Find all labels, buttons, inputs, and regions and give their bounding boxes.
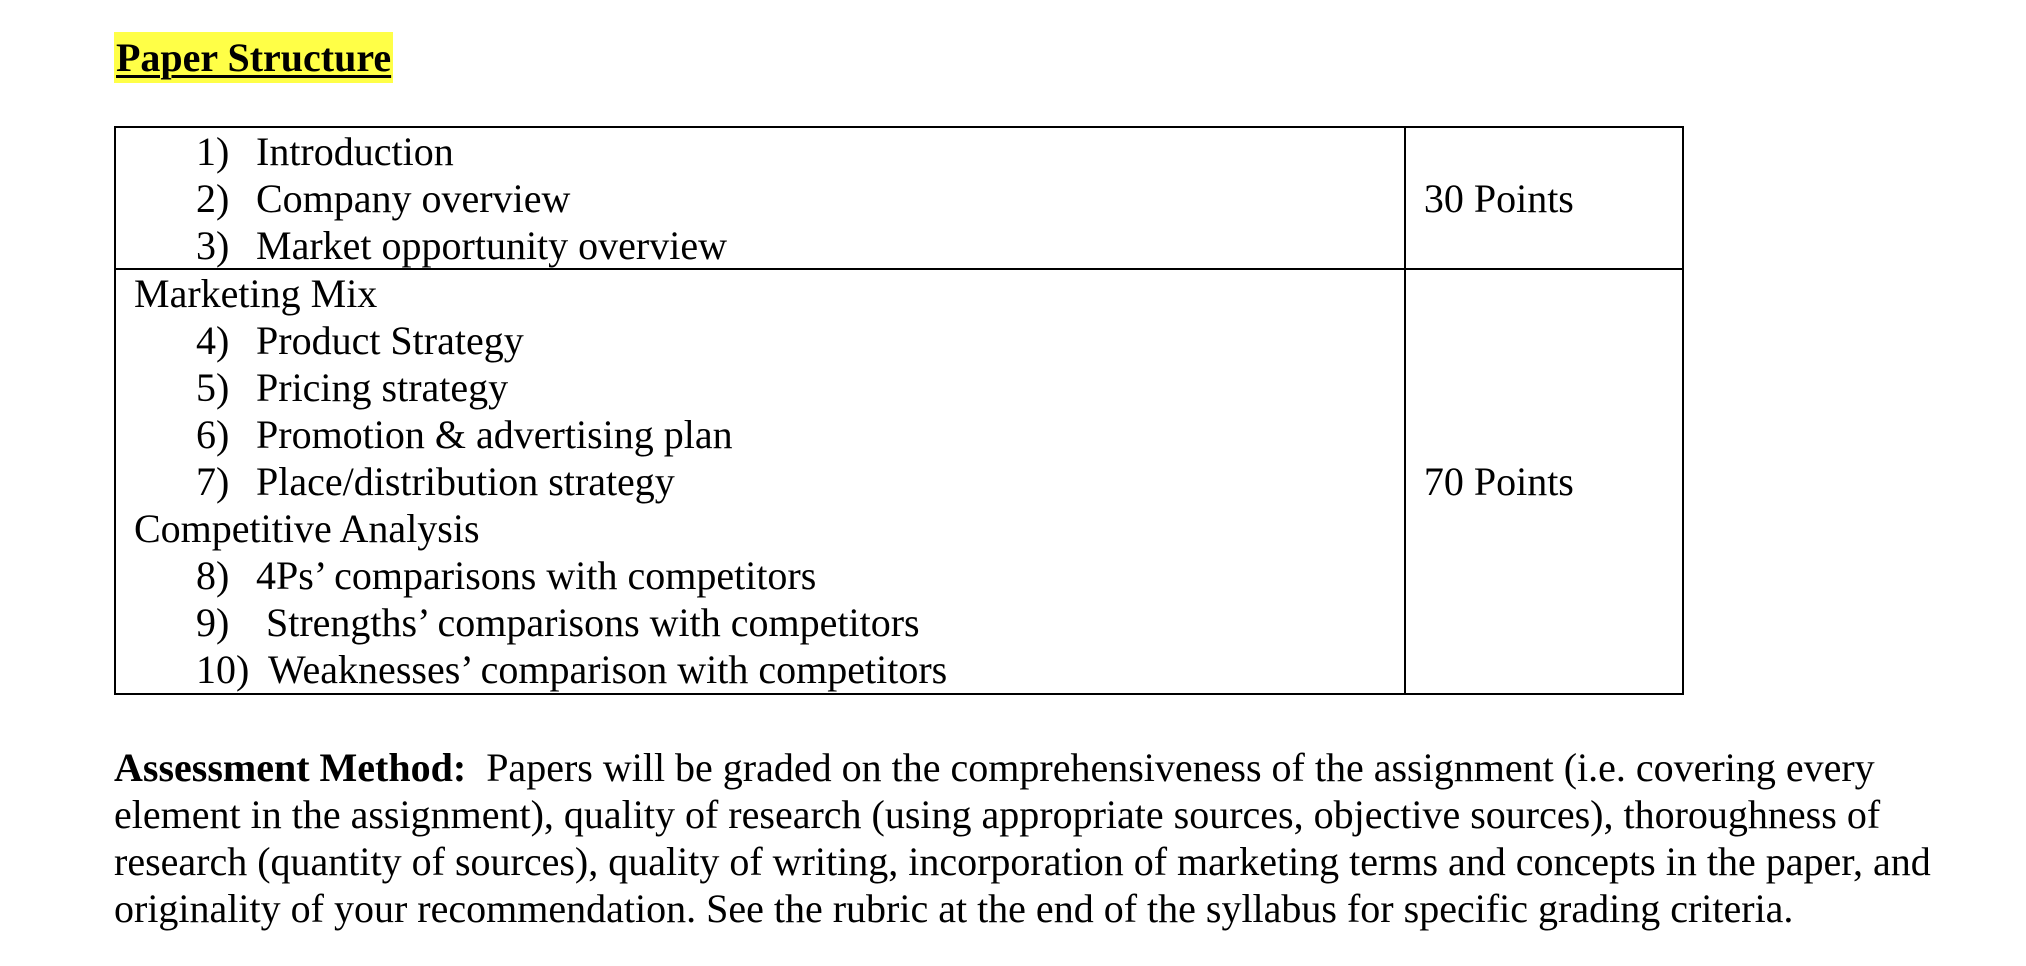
list-item bbox=[116, 411, 1404, 458]
item-text: 4Ps’ comparisons with competitors bbox=[256, 553, 817, 598]
section-heading: Paper Structure bbox=[114, 32, 393, 83]
item-number: 3) bbox=[196, 222, 230, 268]
item-number: 4) bbox=[196, 318, 230, 363]
item-text: Promotion & advertising plan bbox=[256, 412, 733, 457]
item-text: Pricing strategy bbox=[256, 365, 509, 410]
paper-structure-table bbox=[114, 126, 1684, 695]
item-number: 5) bbox=[196, 365, 230, 410]
points-cell: 30 Points bbox=[1405, 127, 1683, 269]
item-text: Place/distribution strategy bbox=[256, 459, 675, 504]
items-cell bbox=[115, 127, 1405, 269]
item-text: Market opportunity overview bbox=[256, 222, 727, 268]
item-text: Product Strategy bbox=[256, 318, 524, 363]
table-row bbox=[115, 269, 1683, 694]
item-number: 7) bbox=[196, 459, 230, 504]
item-number: 2) bbox=[196, 175, 230, 221]
list-item bbox=[116, 552, 1404, 599]
assessment-text: Papers will be graded on the comprehensiveness of the assignment (i.e. covering every element in the assignment), quality of research (using appropriate sources, objective sources), thoroughness of research (quantity of sources), quality of writing, incorporation of marketing terms and concepts in the paper, and originality of your recommendation. See the rubric at the end of the syllabus for specific grading criteria. bbox=[114, 745, 1931, 931]
assessment-paragraph bbox=[114, 744, 1964, 932]
item-text: Weaknesses’ comparison with competitors bbox=[268, 647, 948, 692]
item-number: 6) bbox=[196, 412, 230, 457]
item-text: Introduction bbox=[256, 128, 454, 174]
item-number: 10) bbox=[196, 647, 250, 692]
item-text: Strengths’ comparisons with competitors bbox=[256, 600, 920, 645]
list-item bbox=[116, 458, 1404, 505]
points-cell: 70 Points bbox=[1405, 269, 1683, 694]
list-item bbox=[116, 364, 1404, 411]
items-cell bbox=[115, 269, 1405, 694]
list-item bbox=[116, 175, 1404, 222]
list-item bbox=[116, 317, 1404, 364]
group-heading: Marketing Mix bbox=[134, 271, 378, 316]
item-number: 9) bbox=[196, 600, 230, 645]
list-item bbox=[116, 599, 1404, 646]
item-text: Company overview bbox=[256, 175, 571, 221]
list-item bbox=[116, 646, 1404, 693]
item-number: 1) bbox=[196, 128, 230, 174]
group-heading: Competitive Analysis bbox=[134, 506, 480, 551]
list-item bbox=[116, 222, 1404, 269]
list-item bbox=[116, 128, 1404, 175]
item-number: 8) bbox=[196, 553, 230, 598]
item-list bbox=[116, 128, 1404, 268]
table-row bbox=[115, 127, 1683, 269]
assessment-label: Assessment Method: bbox=[114, 745, 467, 790]
